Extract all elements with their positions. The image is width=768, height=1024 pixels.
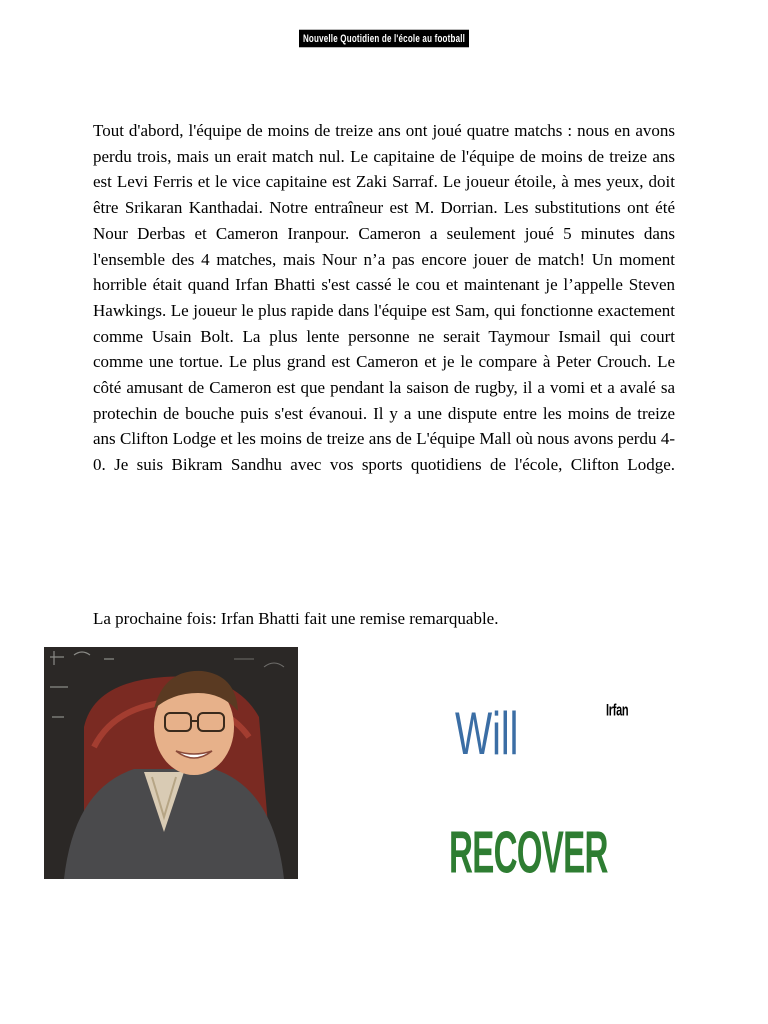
- portrait-photo-icon: [44, 647, 298, 879]
- wordart-recover: RECOVER: [449, 818, 608, 886]
- portrait-photo: [44, 647, 298, 879]
- wordart-irfan: Irfan: [606, 702, 629, 720]
- page-title-text: Nouvelle Quotidien de l'école au football: [299, 30, 469, 48]
- next-time-line: La prochaine fois: Irfan Bhatti fait une remise remarquable.: [93, 609, 499, 628]
- page-title: [0, 28, 768, 46]
- wordart-will: Will: [455, 701, 519, 768]
- article-body: Tout d'abord, l'équipe de moins de treize ans ont joué quatre matchs : nous en avons perdu trois, mais un erait match nul. Le capitaine de l'équipe de moins de treize ans est Levi Ferris et le vice capitaine est Zaki Sarraf. Le joueur étoile, à mes yeux, doit être Srikaran Kanthadai. Notre entraîneur est M. Dorrian. Les substitutions ont été Nour Derbas et Cameron Iranpour. Cameron a seulement joué 5 minutes dans l'ensemble des 4 matches, mais Nour n’a pas encore jouer de match! Un moment horrible était quand Irfan Bhatti s'est cassé le cou et maintenant je l’appelle Steven Hawkings. Le joueur le plus rapide dans l'équipe est Sam, qui fonctionne exactement comme Usain Bolt. La plus lente personne ne serait Taymour Ismail qui court comme une tortue. Le plus grand est Cameron et je le compare à Peter Crouch. Le côté amusant de Cameron est que pendant la saison de rugby, il a vomi et a avalé sa protechin de bouche puis s'est évanoui. Il y a une dispute entre les moins de treize ans Clifton Lodge et les moins de treize ans de L'équipe Mall où nous avons perdu 4-0. Je suis Bikram Sandhu avec vos sports quotidiens de l'école, Clifton Lodge.: [93, 121, 675, 475]
